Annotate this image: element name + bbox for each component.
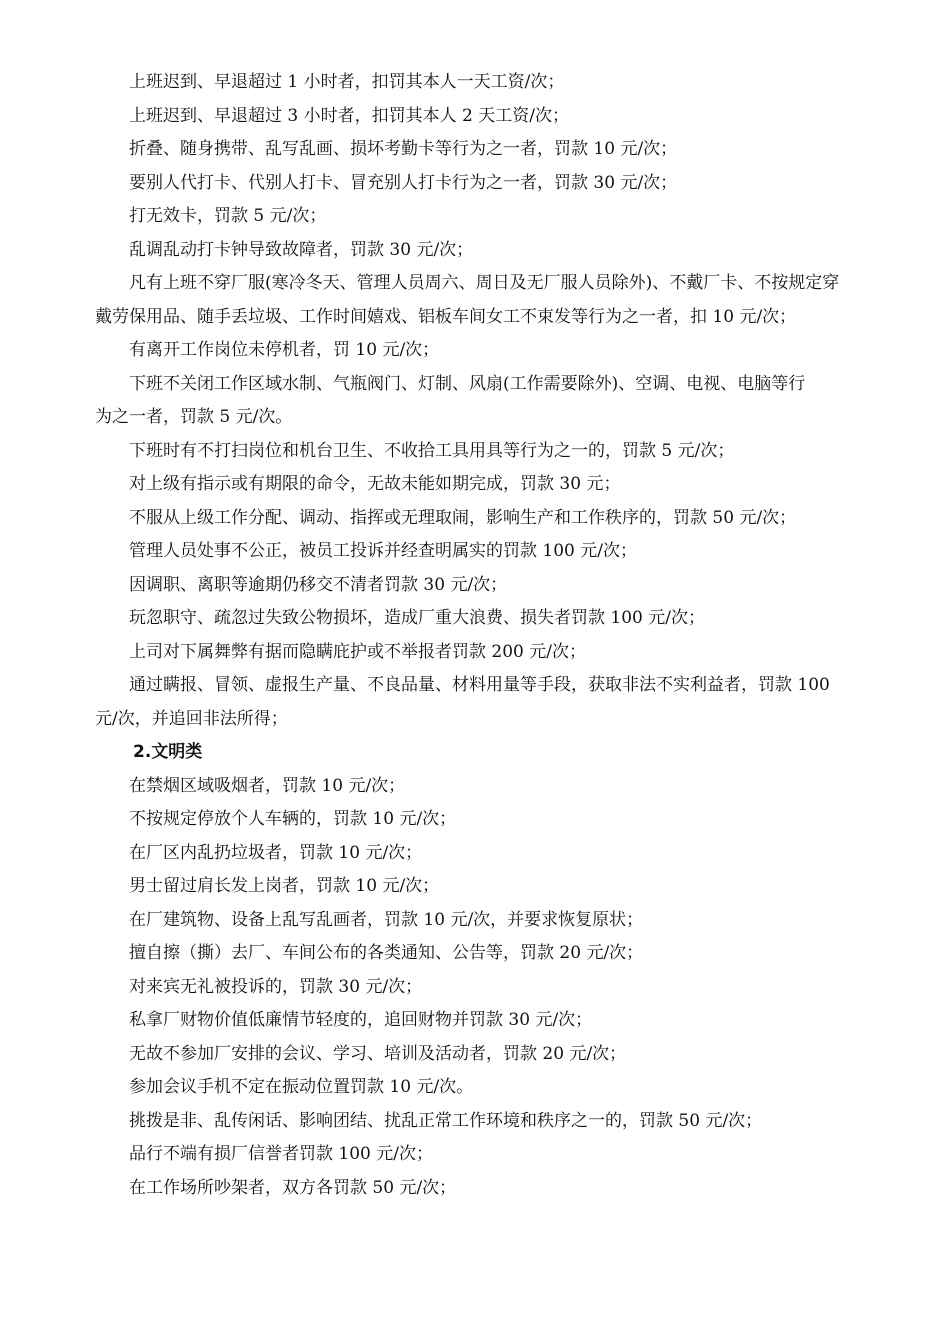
rule-proxy-clock-in: 要别人代打卡、代别人打卡、冒充别人打卡行为之一者，罚款 30 元/次； [129,172,678,193]
rule-handover: 因调职、离职等逾期仍移交不清者罚款 30 元/次； [129,574,508,595]
rule-power-off-line-1: 下班不关闭工作区域水制、气瓶阀门、灯制、风扇(工作需要除外)、空调、电视、电脑等行 [129,373,806,394]
rule-rude-to-guests: 对来宾无礼被投诉的，罚款 30 元/次； [129,976,423,997]
rule-missed-deadline: 对上级有指示或有期限的命令，无故未能如期完成，罚款 30 元； [129,474,621,494]
rule-gossip: 挑拨是非、乱传闲话、影响团结、扰乱正常工作环境和秩序之一的，罚款 50 元/次； [129,1110,763,1131]
rule-false-report-line-1: 通过瞒报、冒领、虚报生产量、不良品量、材料用量等手段，获取非法不实利益者，罚款 100 [129,675,830,695]
rule-leave-machine-running: 有离开工作岗位未停机者，罚 10 元/次； [129,340,440,360]
rule-long-hair: 男士留过肩长发上岗者，罚款 10 元/次； [129,876,440,896]
rule-false-report-line-2: 元/次，并追回非法所得； [95,708,288,729]
rule-late-3h: 上班迟到、早退超过 3 小时者，扣罚其本人 2 天工资/次； [129,105,569,126]
rule-misconduct: 品行不端有损厂信誉者罚款 100 元/次； [129,1144,433,1164]
section-heading-civility: 2.文明类 [133,742,203,762]
rule-skip-meetings: 无故不参加厂安排的会议、学习、培训及活动者，罚款 20 元/次； [129,1043,627,1064]
rule-parking: 不按规定停放个人车辆的，罚款 10 元/次； [129,809,457,829]
rule-phone-in-meeting: 参加会议手机不定在振动位置罚款 10 元/次。 [129,1077,474,1097]
rule-damage-card: 折叠、随身携带、乱写乱画、损坏考勤卡等行为之一者，罚款 10 元/次； [129,139,678,159]
rule-unfair-management: 管理人员处事不公正，被员工投诉并经查明属实的罚款 100 元/次； [129,541,637,561]
rule-remove-notices: 擅自擦（撕）去厂、车间公布的各类通知、公告等，罚款 20 元/次； [129,943,644,963]
rule-quarrel: 在工作场所吵架者，双方各罚款 50 元/次； [129,1177,457,1198]
rule-smoking: 在禁烟区域吸烟者，罚款 10 元/次； [129,775,406,796]
rule-invalid-clock-in: 打无效卡，罚款 5 元/次； [129,206,327,226]
rule-negligence: 玩忽职守、疏忽过失致公物损坏，造成厂重大浪费、损失者罚款 100 元/次； [129,608,705,628]
rule-uniform-line-1: 凡有上班不穿厂服(寒冷冬天、管理人员周六、周日及无厂服人员除外)、不戴厂卡、不按规定穿 [129,273,840,293]
rule-uniform-line-2: 戴劳保用品、随手丢垃圾、工作时间嬉戏、铝板车间女工不束发等行为之一者，扣 10 元/次； [95,306,797,327]
rule-insubordination: 不服从上级工作分配、调动、指挥或无理取闹，影响生产和工作秩序的，罚款 50 元/次； [129,507,797,528]
rule-tamper-clock: 乱调乱动打卡钟导致故障者，罚款 30 元/次； [129,239,474,260]
rule-cover-up: 上司对下属舞弊有据而隐瞒庇护或不举报者罚款 200 元/次； [129,641,586,662]
rule-late-1h: 上班迟到、早退超过 1 小时者，扣罚其本人一天工资/次； [129,72,565,92]
rule-petty-theft: 私拿厂财物价值低廉情节轻度的，追回财物并罚款 30 元/次； [129,1010,593,1030]
rule-littering: 在厂区内乱扔垃圾者，罚款 10 元/次； [129,842,423,863]
document-body [95,66,870,1205]
rule-clean-workstation: 下班时有不打扫岗位和机台卫生、不收拾工具用具等行为之一的，罚款 5 元/次； [129,440,735,461]
rule-power-off-line-2: 为之一者，罚款 5 元/次。 [95,407,293,427]
rule-graffiti: 在厂建筑物、设备上乱写乱画者，罚款 10 元/次，并要求恢复原状； [129,909,644,930]
